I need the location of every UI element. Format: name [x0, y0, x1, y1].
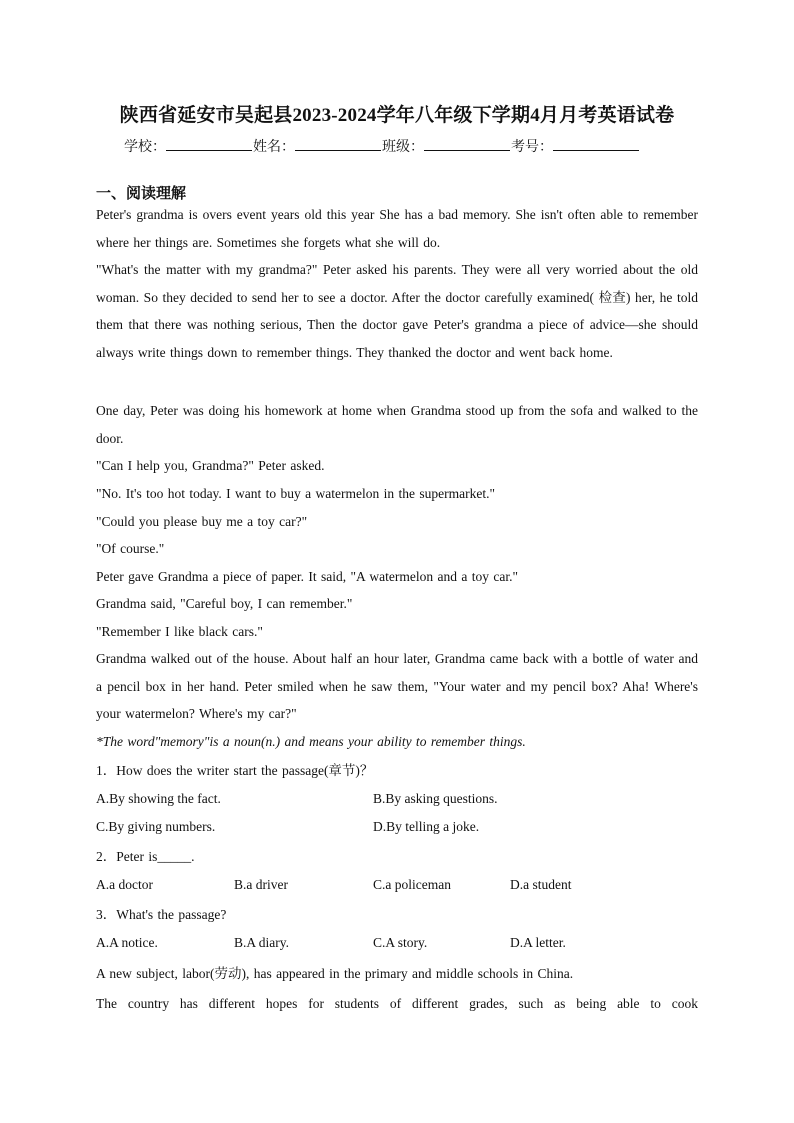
question-1-option-c[interactable]: C.By giving numbers.: [96, 819, 216, 834]
passage1-paragraph-2: "What's the matter with my grandma?" Peter asked his parents. They were all very worried about the old woman. So they decided to send her to see a doctor. After the doctor carefully examined( 检查) her, he told them that there was nothing serious, Then the doctor gave Peter's grandma a piece of advice—she should always write things down to remember things. They thanked the doctor and went back home.: [96, 262, 698, 360]
question-1-options-row-1: [96, 791, 698, 811]
question-1-option-d[interactable]: D.By telling a joke.: [373, 819, 480, 834]
question-1-option-a[interactable]: A.By showing the fact.: [96, 791, 221, 806]
passage2-paragraph-2: The country has different hopes for students of different grades, such as being able to cook: [96, 996, 698, 1011]
question-3-option-b[interactable]: B.A diary.: [234, 935, 289, 950]
school-label: 学校：: [124, 140, 166, 155]
question-3-options-row: [96, 935, 698, 955]
passage1-note: *The word"memory"is a noun(n.) and means your ability to remember things.: [96, 734, 526, 749]
question-3-option-c[interactable]: C.A story.: [373, 935, 428, 950]
question-3-option-a[interactable]: A.A notice.: [96, 935, 158, 950]
question-3-stem: 3．What's the passage?: [96, 907, 227, 922]
passage1-paragraph-3: One day, Peter was doing his homework at home when Grandma stood up from the sofa and walked to the door.: [96, 403, 698, 446]
passage1-paragraph-5: "No. It's too hot today. I want to buy a watermelon in the supermarket.": [96, 486, 495, 501]
question-1-options-row-2: [96, 819, 698, 839]
class-blank[interactable]: [424, 138, 510, 151]
student-info-line: [124, 136, 640, 156]
number-label: 考号：: [511, 140, 553, 155]
question-1-option-b[interactable]: B.By asking questions.: [373, 791, 498, 806]
question-1-stem: 1．How does the writer start the passage(章节)？: [96, 763, 374, 778]
class-label: 班级：: [382, 140, 424, 155]
passage1-paragraph-6: "Could you please buy me a toy car?": [96, 514, 308, 529]
passage1-paragraph-1: Peter's grandma is overs event years old this year She has a bad memory. She isn't often able to remember where her things are. Sometimes she forgets what she will do.: [96, 207, 698, 250]
name-blank[interactable]: [295, 138, 381, 151]
passage1-paragraph-4: "Can I help you, Grandma?" Peter asked.: [96, 458, 325, 473]
page-title: 陕西省延安市吴起县2023-2024学年八年级下学期4月月考英语试卷: [119, 105, 675, 126]
number-blank[interactable]: [553, 138, 639, 151]
passage1-paragraph-11: Grandma walked out of the house. About half an hour later, Grandma came back with a bottle of water and a pencil box in her hand. Peter smiled when he saw them, "Your water and my pencil box? Aha! Where's your watermelon? Where's my car?": [96, 651, 698, 721]
question-2-stem: 2．Peter is_____.: [96, 849, 195, 864]
question-2-option-c[interactable]: C.a policeman: [373, 877, 451, 892]
question-2-option-d[interactable]: D.a student: [510, 877, 572, 892]
question-2-option-b[interactable]: B.a driver: [234, 877, 288, 892]
section-heading: 一、阅读理解: [96, 186, 187, 202]
question-3-option-d[interactable]: D.A letter.: [510, 935, 566, 950]
passage1-paragraph-8: Peter gave Grandma a piece of paper. It said, "A watermelon and a toy car.": [96, 569, 518, 584]
passage1-paragraph-9: Grandma said, "Careful boy, I can remember.": [96, 596, 353, 611]
passage2-paragraph-1: A new subject, labor(劳动), has appeared in the primary and middle schools in China.: [96, 966, 574, 981]
name-label: 姓名：: [253, 140, 295, 155]
school-blank[interactable]: [166, 138, 252, 151]
question-2-option-a[interactable]: A.a doctor: [96, 877, 153, 892]
question-2-options-row: [96, 877, 698, 897]
passage1-paragraph-10: "Remember I like black cars.": [96, 624, 263, 639]
passage1-paragraph-7: "Of course.": [96, 541, 165, 556]
